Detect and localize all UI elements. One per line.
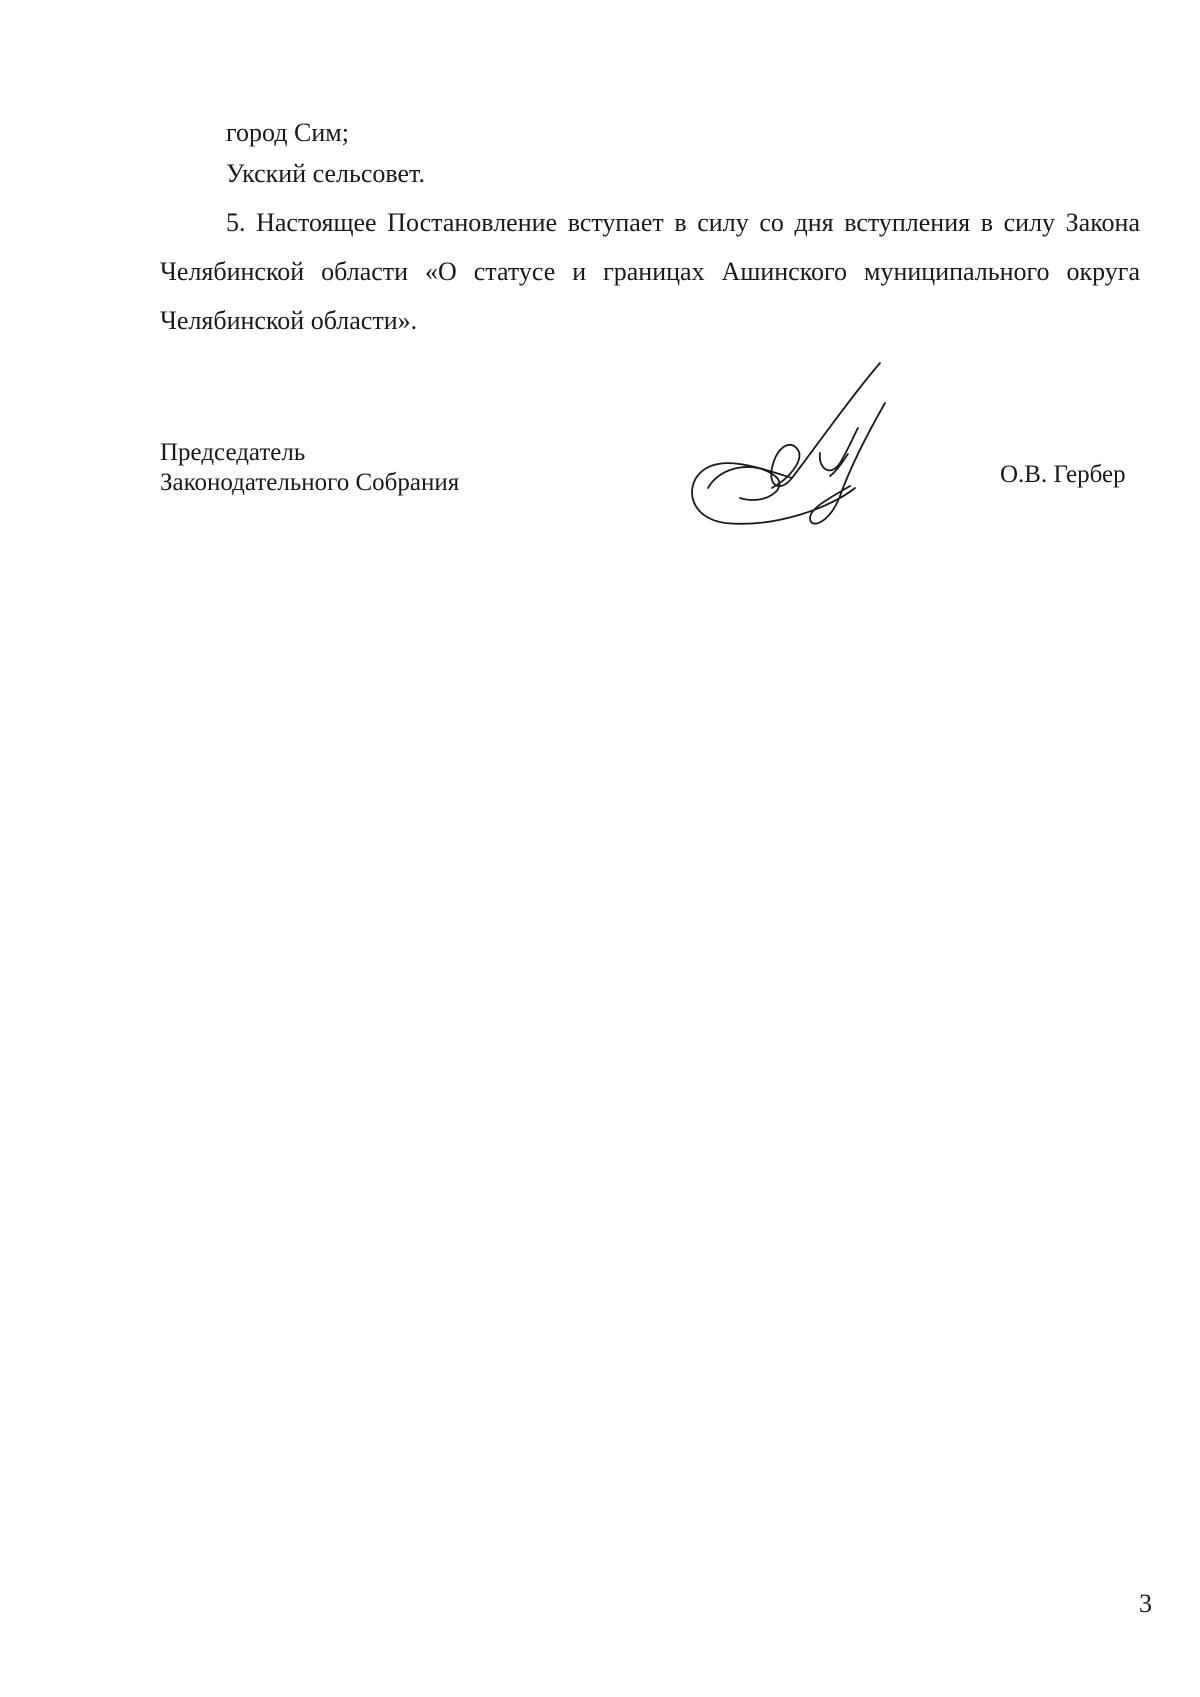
paragraph-effective-date: 5. Настоящее Постановление вступает в силу со дня вступления в силу Закона Челябинской области «О статусе и границах Ашинского муниципального округа Челябинской области». xyxy=(160,208,1140,335)
page-number: 3 xyxy=(1139,1589,1152,1618)
list-item-city-sim: город Сим; xyxy=(226,118,349,147)
list-item-uksky-selsovet: Укский сельсовет. xyxy=(226,159,425,188)
signer-name: О.В. Гербер xyxy=(1000,461,1126,488)
signer-title-line-1: Председатель xyxy=(160,439,306,466)
signer-title-line-2: Законодательного Собрания xyxy=(160,469,460,496)
signer-title xyxy=(160,438,459,498)
handwritten-signature xyxy=(680,358,920,538)
